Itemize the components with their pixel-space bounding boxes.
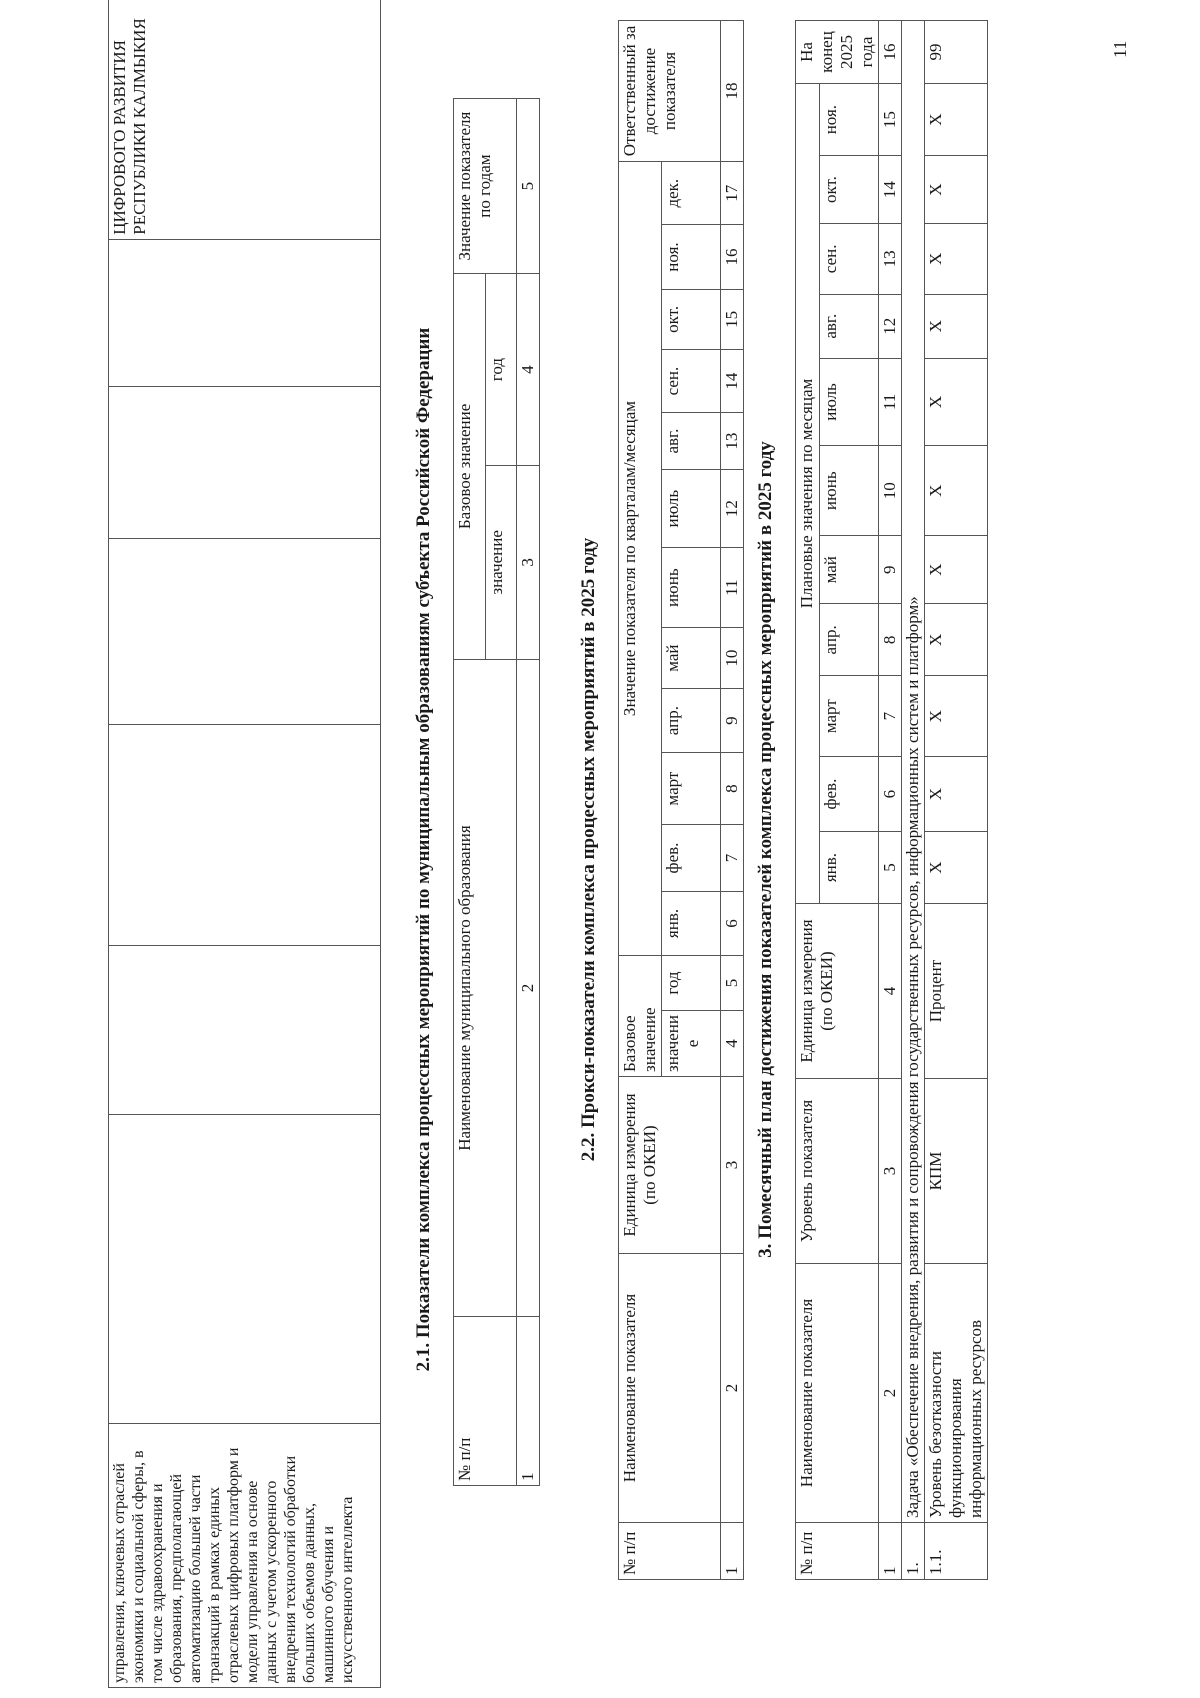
header-num: № п/п (796, 1523, 879, 1580)
colnum: 18 (721, 21, 744, 162)
top-table-text-cell: управления, ключевых отраслей экономики и социальной сферы, в том числе здравоохранения и образования, предполагающей автоматизацию большей части транзакций в рамках единых отраслевых цифровых платформ и модели управления на основе данных с учетом ускоренного внедрения технологий обработки больших объемов данных, машинного обучения и искусственного интеллекта (109, 1424, 381, 1688)
month-jan: янв. (662, 891, 721, 955)
colnum-2: 2 (517, 659, 540, 1317)
task-text: Задача «Обеспечение внедрения, развития и сопровождения государственных ресурсов, информационных систем и платформ» (902, 21, 925, 1523)
row-unit: Процент (925, 904, 988, 1079)
header-end-year: На конец 2025 года (796, 21, 879, 84)
row-value: X (925, 156, 988, 224)
month-feb: фев. (820, 757, 879, 832)
section-2-1-title: 2.1. Показатели комплекса процессных мероприятий по муниципальным образованиям субъекта Российской Федерации (413, 327, 434, 1372)
row-value: X (925, 84, 988, 156)
header-base-value-value: значение (485, 466, 517, 660)
colnum: 14 (721, 349, 744, 412)
month-nov: ноя. (820, 84, 879, 156)
colnum: 9 (721, 689, 744, 753)
row-value: X (925, 604, 988, 676)
colnum: 4 (879, 904, 902, 1079)
colnum: 1 (879, 1523, 902, 1580)
colnum: 3 (879, 1079, 902, 1264)
row-level: КПМ (925, 1079, 988, 1264)
header-name: Наименование показателя (619, 1254, 721, 1523)
colnum: 13 (721, 413, 744, 470)
top-table-empty-cell (109, 538, 381, 724)
top-table-empty-cell (109, 946, 381, 1115)
month-nov: ноя. (662, 225, 721, 289)
colnum: 12 (879, 294, 902, 358)
colnum: 4 (721, 1011, 744, 1077)
colnum: 15 (721, 289, 744, 349)
colnum-5: 5 (517, 99, 540, 274)
colnum: 16 (721, 225, 744, 289)
row-value: X (925, 536, 988, 604)
task-num: 1. (902, 1523, 925, 1580)
month-jan: янв. (820, 832, 879, 904)
row-end-year: 99 (925, 21, 988, 84)
colnum: 11 (879, 358, 902, 446)
header-plan: Плановые значения по месяцам (796, 84, 820, 904)
section-2-2-table (618, 20, 744, 1580)
header-unit: Единица измерения (по ОКЕИ) (619, 1077, 721, 1254)
colnum: 5 (721, 956, 744, 1011)
header-municipality: Наименование муниципального образования (454, 659, 517, 1317)
row-value: X (925, 223, 988, 294)
row-value: X (925, 294, 988, 358)
colnum: 3 (721, 1077, 744, 1254)
row-value: X (925, 757, 988, 832)
top-table-empty-cell (109, 239, 381, 387)
section-3-table (795, 20, 988, 1580)
header-base-value-year: год (485, 274, 517, 466)
colnum-3: 3 (517, 466, 540, 660)
month-aug: авг. (820, 294, 879, 358)
header-base-year: год (662, 956, 721, 1011)
month-may: май (662, 628, 721, 689)
header-values-by-year: Значение показателя по годам (454, 99, 517, 274)
colnum: 1 (721, 1523, 744, 1580)
row-value: X (925, 676, 988, 757)
top-continuation-table (108, 0, 381, 1688)
colnum: 2 (879, 1264, 902, 1523)
colnum: 7 (879, 676, 902, 757)
colnum-4: 4 (517, 274, 540, 466)
colnum: 6 (879, 757, 902, 832)
colnum: 15 (879, 84, 902, 156)
month-sep: сен. (662, 349, 721, 412)
top-table-empty-cell (109, 724, 381, 946)
rotated-document-page (0, 1, 1199, 1698)
month-sep: сен. (820, 223, 879, 294)
header-num: № п/п (619, 1523, 721, 1580)
month-apr: апр. (820, 604, 879, 676)
month-jul: июль (820, 358, 879, 446)
section-3-title: 3. Помесячный план достижения показателей комплекса процессных мероприятий в 2025 году (755, 441, 776, 1258)
colnum: 6 (721, 891, 744, 955)
month-may: май (820, 536, 879, 604)
colnum: 14 (879, 156, 902, 224)
colnum: 17 (721, 162, 744, 225)
month-jul: июль (662, 470, 721, 548)
month-oct: окт. (662, 289, 721, 349)
month-dec: дек. (662, 162, 721, 225)
colnum: 16 (879, 21, 902, 84)
colnum-1: 1 (517, 1317, 540, 1486)
section-2-2-title: 2.2. Прокси-показатели комплекса процессных мероприятий в 2025 году (578, 537, 599, 1162)
month-feb: фев. (662, 825, 721, 892)
header-responsible: Ответственный за достижение показателя (619, 21, 721, 162)
row-value: X (925, 446, 988, 536)
colnum: 13 (879, 223, 902, 294)
top-table-org-cell: ЦИФРОВОГО РАЗВИТИЯ РЕСПУБЛИКИ КАЛМЫКИЯ (109, 0, 381, 239)
section-2-1-table (453, 98, 540, 1486)
month-oct: окт. (820, 156, 879, 224)
header-base-value: значени е (662, 1011, 721, 1077)
colnum: 11 (721, 548, 744, 628)
colnum: 7 (721, 825, 744, 892)
month-aug: авг. (662, 413, 721, 470)
row-num: 1.1. (925, 1523, 988, 1580)
colnum: 8 (879, 604, 902, 676)
row-value: X (925, 358, 988, 446)
header-unit: Единица измерения (по ОКЕИ) (796, 904, 879, 1079)
header-name: Наименование показателя (796, 1264, 879, 1523)
header-base-value: Базовое значение (454, 274, 486, 660)
month-mar: март (662, 753, 721, 825)
month-mar: март (820, 676, 879, 757)
colnum: 5 (879, 832, 902, 904)
header-base: Базовое значение (619, 956, 662, 1077)
top-table-empty-cell (109, 387, 381, 539)
page-number: 11 (1110, 40, 1130, 58)
top-table-empty-cell (109, 1115, 381, 1424)
colnum: 10 (879, 446, 902, 536)
header-level: Уровень показателя (796, 1079, 879, 1264)
header-quarters: Значение показателя по кварталам/месяцам (619, 162, 662, 956)
colnum: 9 (879, 536, 902, 604)
row-name: Уровень безотказности функционирования информационных ресурсов (925, 1264, 988, 1523)
colnum: 10 (721, 628, 744, 689)
row-value: X (925, 832, 988, 904)
month-apr: апр. (662, 689, 721, 753)
colnum: 2 (721, 1254, 744, 1523)
colnum: 8 (721, 753, 744, 825)
colnum: 12 (721, 470, 744, 548)
header-num: № п/п (454, 1317, 517, 1486)
month-jun: июнь (820, 446, 879, 536)
month-jun: июнь (662, 548, 721, 628)
